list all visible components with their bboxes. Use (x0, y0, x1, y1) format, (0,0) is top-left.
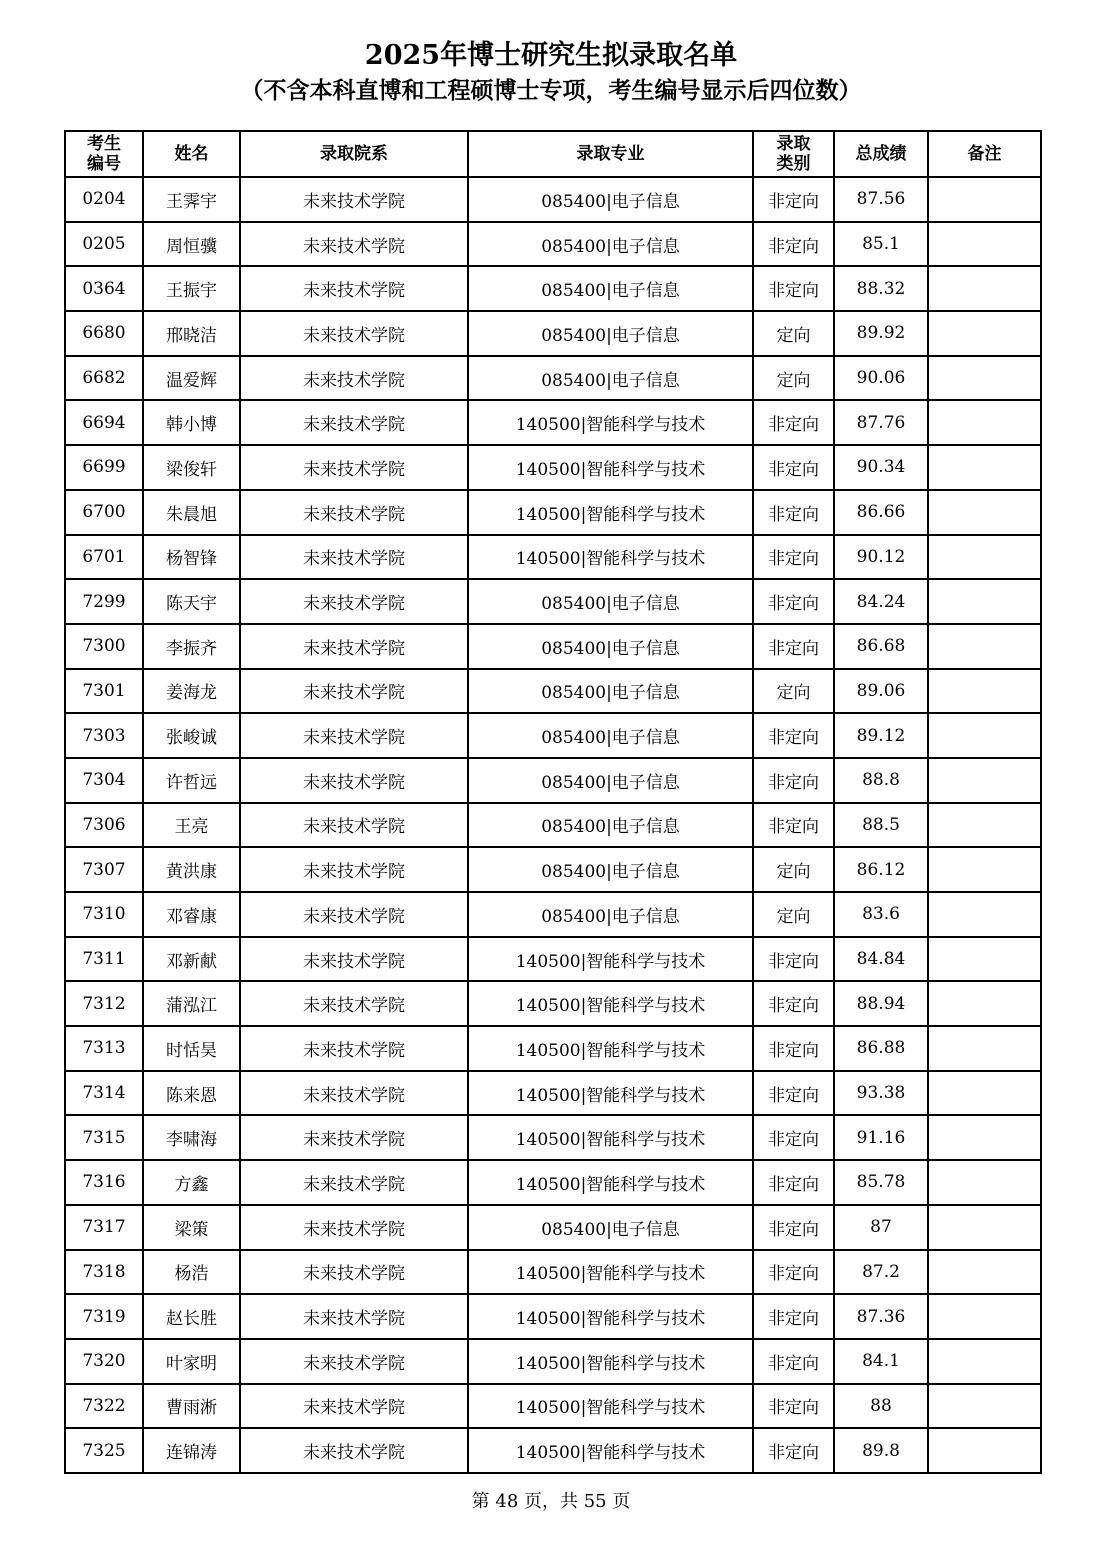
candidate-id-cell: 7315 (65, 1115, 143, 1160)
category-cell: 非定向 (753, 937, 834, 982)
remarks-cell (928, 222, 1041, 267)
category-cell: 非定向 (753, 445, 834, 490)
total-score-cell: 87.36 (834, 1294, 928, 1339)
name-cell: 杨浩 (143, 1250, 240, 1295)
name-cell: 陈天宇 (143, 579, 240, 624)
candidate-id-cell: 7316 (65, 1160, 143, 1205)
department-cell: 未来技术学院 (240, 669, 468, 714)
table-row (65, 1250, 1041, 1295)
category-cell: 非定向 (753, 400, 834, 445)
department-cell: 未来技术学院 (240, 356, 468, 401)
table-row (65, 937, 1041, 982)
name-cell: 邢晓洁 (143, 311, 240, 356)
table-row (65, 981, 1041, 1026)
category-cell: 定向 (753, 669, 834, 714)
category-cell: 非定向 (753, 266, 834, 311)
candidate-id-cell: 7313 (65, 1026, 143, 1071)
category-cell: 非定向 (753, 1294, 834, 1339)
category-cell: 定向 (753, 311, 834, 356)
candidate-id-cell: 7311 (65, 937, 143, 982)
major-cell: 140500|智能科学与技术 (468, 1384, 753, 1429)
department-cell: 未来技术学院 (240, 445, 468, 490)
name-cell: 蒲泓江 (143, 981, 240, 1026)
remarks-cell (928, 1205, 1041, 1250)
major-cell: 085400|电子信息 (468, 311, 753, 356)
remarks-cell (928, 758, 1041, 803)
table-row (65, 535, 1041, 580)
table-row (65, 222, 1041, 267)
department-cell: 未来技术学院 (240, 981, 468, 1026)
table-row (65, 1160, 1041, 1205)
table-row (65, 356, 1041, 401)
name-cell: 叶家明 (143, 1339, 240, 1384)
category-cell: 非定向 (753, 579, 834, 624)
category-cell: 非定向 (753, 535, 834, 580)
total-score-cell: 89.06 (834, 669, 928, 714)
remarks-cell (928, 1428, 1041, 1473)
table-header-row (65, 131, 1041, 177)
department-cell: 未来技术学院 (240, 847, 468, 892)
total-score-cell: 85.1 (834, 222, 928, 267)
major-cell: 085400|电子信息 (468, 266, 753, 311)
major-cell: 085400|电子信息 (468, 222, 753, 267)
major-cell: 085400|电子信息 (468, 669, 753, 714)
total-score-cell: 87.2 (834, 1250, 928, 1295)
total-score-cell: 86.68 (834, 624, 928, 669)
category-cell: 定向 (753, 892, 834, 937)
department-cell: 未来技术学院 (240, 1071, 468, 1116)
category-cell: 非定向 (753, 1428, 834, 1473)
name-cell: 周恒骥 (143, 222, 240, 267)
header-total-score: 总成绩 (834, 131, 928, 177)
name-cell: 姜海龙 (143, 669, 240, 714)
table-row (65, 847, 1041, 892)
table-row (65, 579, 1041, 624)
department-cell: 未来技术学院 (240, 266, 468, 311)
table-row (65, 1428, 1041, 1473)
candidate-id-cell: 6682 (65, 356, 143, 401)
category-cell: 非定向 (753, 981, 834, 1026)
major-cell: 140500|智能科学与技术 (468, 1115, 753, 1160)
category-cell: 非定向 (753, 758, 834, 803)
category-cell: 非定向 (753, 1026, 834, 1071)
name-cell: 朱晨旭 (143, 490, 240, 535)
department-cell: 未来技术学院 (240, 579, 468, 624)
total-score-cell: 91.16 (834, 1115, 928, 1160)
candidate-id-cell: 0205 (65, 222, 143, 267)
major-cell: 085400|电子信息 (468, 803, 753, 848)
name-cell: 邓新献 (143, 937, 240, 982)
table-row (65, 669, 1041, 714)
department-cell: 未来技术学院 (240, 1428, 468, 1473)
candidate-id-cell: 0364 (65, 266, 143, 311)
table-row (65, 1339, 1041, 1384)
remarks-cell (928, 847, 1041, 892)
department-cell: 未来技术学院 (240, 713, 468, 758)
candidate-id-cell: 7317 (65, 1205, 143, 1250)
header-major: 录取专业 (468, 131, 753, 177)
total-score-cell: 88.8 (834, 758, 928, 803)
table-row (65, 1115, 1041, 1160)
total-score-cell: 87.56 (834, 177, 928, 222)
name-cell: 温爱辉 (143, 356, 240, 401)
remarks-cell (928, 311, 1041, 356)
remarks-cell (928, 1160, 1041, 1205)
remarks-cell (928, 1250, 1041, 1295)
name-cell: 赵长胜 (143, 1294, 240, 1339)
candidate-id-cell: 6700 (65, 490, 143, 535)
total-score-cell: 86.12 (834, 847, 928, 892)
remarks-cell (928, 1339, 1041, 1384)
major-cell: 085400|电子信息 (468, 758, 753, 803)
total-score-cell: 88.94 (834, 981, 928, 1026)
candidate-id-cell: 7318 (65, 1250, 143, 1295)
admission-table (64, 130, 1042, 1474)
major-cell: 085400|电子信息 (468, 356, 753, 401)
remarks-cell (928, 1384, 1041, 1429)
remarks-cell (928, 981, 1041, 1026)
table-row (65, 892, 1041, 937)
page-subtitle: （不含本科直博和工程硕博士专项，考生编号显示后四位数） (240, 77, 862, 104)
table-row (65, 758, 1041, 803)
total-score-cell: 89.8 (834, 1428, 928, 1473)
table-row (65, 177, 1041, 222)
major-cell: 140500|智能科学与技术 (468, 1071, 753, 1116)
category-cell: 非定向 (753, 490, 834, 535)
major-cell: 140500|智能科学与技术 (468, 937, 753, 982)
name-cell: 曹雨淅 (143, 1384, 240, 1429)
name-cell: 连锦涛 (143, 1428, 240, 1473)
remarks-cell (928, 937, 1041, 982)
remarks-cell (928, 535, 1041, 580)
total-score-cell: 84.24 (834, 579, 928, 624)
header-department: 录取院系 (240, 131, 468, 177)
candidate-id-cell: 7299 (65, 579, 143, 624)
candidate-id-cell: 0204 (65, 177, 143, 222)
major-cell: 140500|智能科学与技术 (468, 981, 753, 1026)
department-cell: 未来技术学院 (240, 1160, 468, 1205)
department-cell: 未来技术学院 (240, 222, 468, 267)
total-score-cell: 88.32 (834, 266, 928, 311)
candidate-id-cell: 7306 (65, 803, 143, 848)
major-cell: 085400|电子信息 (468, 1205, 753, 1250)
remarks-cell (928, 803, 1041, 848)
remarks-cell (928, 624, 1041, 669)
category-cell: 非定向 (753, 1339, 834, 1384)
name-cell: 王振宇 (143, 266, 240, 311)
name-cell: 梁策 (143, 1205, 240, 1250)
department-cell: 未来技术学院 (240, 490, 468, 535)
name-cell: 张峻诚 (143, 713, 240, 758)
category-cell: 非定向 (753, 1250, 834, 1295)
remarks-cell (928, 1071, 1041, 1116)
page-title: 2025年博士研究生拟录取名单 (364, 40, 738, 71)
table-row (65, 1294, 1041, 1339)
candidate-id-cell: 7312 (65, 981, 143, 1026)
category-cell: 非定向 (753, 1115, 834, 1160)
department-cell: 未来技术学院 (240, 758, 468, 803)
department-cell: 未来技术学院 (240, 1339, 468, 1384)
candidate-id-cell: 6701 (65, 535, 143, 580)
total-score-cell: 88 (834, 1384, 928, 1429)
header-remarks: 备注 (928, 131, 1041, 177)
department-cell: 未来技术学院 (240, 311, 468, 356)
remarks-cell (928, 1115, 1041, 1160)
total-score-cell: 83.6 (834, 892, 928, 937)
table-row (65, 1026, 1041, 1071)
total-score-cell: 89.12 (834, 713, 928, 758)
major-cell: 085400|电子信息 (468, 177, 753, 222)
table-body (65, 177, 1041, 1473)
total-score-cell: 87.76 (834, 400, 928, 445)
candidate-id-cell: 7300 (65, 624, 143, 669)
name-cell: 杨智锋 (143, 535, 240, 580)
remarks-cell (928, 1294, 1041, 1339)
candidate-id-cell: 7322 (65, 1384, 143, 1429)
table-row (65, 624, 1041, 669)
name-cell: 邓睿康 (143, 892, 240, 937)
candidate-id-cell: 6699 (65, 445, 143, 490)
header-name: 姓名 (143, 131, 240, 177)
table-row (65, 400, 1041, 445)
table-row (65, 311, 1041, 356)
candidate-id-cell: 7304 (65, 758, 143, 803)
total-score-cell: 90.34 (834, 445, 928, 490)
remarks-cell (928, 892, 1041, 937)
category-cell: 非定向 (753, 803, 834, 848)
table-row (65, 445, 1041, 490)
category-cell: 非定向 (753, 624, 834, 669)
remarks-cell (928, 400, 1041, 445)
major-cell: 140500|智能科学与技术 (468, 490, 753, 535)
department-cell: 未来技术学院 (240, 1026, 468, 1071)
major-cell: 085400|电子信息 (468, 624, 753, 669)
major-cell: 140500|智能科学与技术 (468, 1250, 753, 1295)
total-score-cell: 90.06 (834, 356, 928, 401)
total-score-cell: 87 (834, 1205, 928, 1250)
table-row (65, 1384, 1041, 1429)
department-cell: 未来技术学院 (240, 1250, 468, 1295)
candidate-id-cell: 7320 (65, 1339, 143, 1384)
category-cell: 定向 (753, 847, 834, 892)
table-row (65, 803, 1041, 848)
category-cell: 非定向 (753, 713, 834, 758)
major-cell: 140500|智能科学与技术 (468, 535, 753, 580)
table-row (65, 1205, 1041, 1250)
name-cell: 许哲远 (143, 758, 240, 803)
category-cell: 非定向 (753, 177, 834, 222)
candidate-id-cell: 6694 (65, 400, 143, 445)
candidate-id-cell: 7310 (65, 892, 143, 937)
major-cell: 085400|电子信息 (468, 892, 753, 937)
department-cell: 未来技术学院 (240, 624, 468, 669)
department-cell: 未来技术学院 (240, 535, 468, 580)
table-row (65, 713, 1041, 758)
remarks-cell (928, 356, 1041, 401)
name-cell: 方鑫 (143, 1160, 240, 1205)
candidate-id-cell: 7301 (65, 669, 143, 714)
category-cell: 非定向 (753, 1384, 834, 1429)
major-cell: 085400|电子信息 (468, 579, 753, 624)
total-score-cell: 85.78 (834, 1160, 928, 1205)
total-score-cell: 84.1 (834, 1339, 928, 1384)
name-cell: 王亮 (143, 803, 240, 848)
name-cell: 韩小博 (143, 400, 240, 445)
remarks-cell (928, 579, 1041, 624)
remarks-cell (928, 713, 1041, 758)
name-cell: 梁俊轩 (143, 445, 240, 490)
table-row (65, 266, 1041, 311)
major-cell: 085400|电子信息 (468, 713, 753, 758)
candidate-id-cell: 7303 (65, 713, 143, 758)
header-category: 录取 类别 (753, 131, 834, 177)
name-cell: 陈来恩 (143, 1071, 240, 1116)
department-cell: 未来技术学院 (240, 1115, 468, 1160)
major-cell: 140500|智能科学与技术 (468, 1294, 753, 1339)
major-cell: 140500|智能科学与技术 (468, 1026, 753, 1071)
total-score-cell: 86.88 (834, 1026, 928, 1071)
candidate-id-cell: 7314 (65, 1071, 143, 1116)
candidate-id-cell: 7319 (65, 1294, 143, 1339)
table-row (65, 1071, 1041, 1116)
total-score-cell: 93.38 (834, 1071, 928, 1116)
name-cell: 李振齐 (143, 624, 240, 669)
candidate-id-cell: 7325 (65, 1428, 143, 1473)
remarks-cell (928, 669, 1041, 714)
page-footer: 第 48 页，共 55 页 (471, 1491, 631, 1512)
department-cell: 未来技术学院 (240, 937, 468, 982)
total-score-cell: 90.12 (834, 535, 928, 580)
department-cell: 未来技术学院 (240, 400, 468, 445)
category-cell: 非定向 (753, 1160, 834, 1205)
major-cell: 085400|电子信息 (468, 847, 753, 892)
name-cell: 李啸海 (143, 1115, 240, 1160)
department-cell: 未来技术学院 (240, 892, 468, 937)
remarks-cell (928, 1026, 1041, 1071)
total-score-cell: 86.66 (834, 490, 928, 535)
category-cell: 定向 (753, 356, 834, 401)
major-cell: 140500|智能科学与技术 (468, 400, 753, 445)
name-cell: 时恬昊 (143, 1026, 240, 1071)
remarks-cell (928, 445, 1041, 490)
department-cell: 未来技术学院 (240, 1294, 468, 1339)
table-row (65, 490, 1041, 535)
total-score-cell: 89.92 (834, 311, 928, 356)
department-cell: 未来技术学院 (240, 1205, 468, 1250)
candidate-id-cell: 7307 (65, 847, 143, 892)
name-cell: 王霁宇 (143, 177, 240, 222)
total-score-cell: 84.84 (834, 937, 928, 982)
major-cell: 140500|智能科学与技术 (468, 1160, 753, 1205)
header-candidate-id: 考生 编号 (65, 131, 143, 177)
category-cell: 非定向 (753, 222, 834, 267)
candidate-id-cell: 6680 (65, 311, 143, 356)
remarks-cell (928, 490, 1041, 535)
major-cell: 140500|智能科学与技术 (468, 1428, 753, 1473)
major-cell: 140500|智能科学与技术 (468, 1339, 753, 1384)
department-cell: 未来技术学院 (240, 177, 468, 222)
remarks-cell (928, 266, 1041, 311)
total-score-cell: 88.5 (834, 803, 928, 848)
remarks-cell (928, 177, 1041, 222)
department-cell: 未来技术学院 (240, 1384, 468, 1429)
name-cell: 黄洪康 (143, 847, 240, 892)
category-cell: 非定向 (753, 1205, 834, 1250)
department-cell: 未来技术学院 (240, 803, 468, 848)
category-cell: 非定向 (753, 1071, 834, 1116)
major-cell: 140500|智能科学与技术 (468, 445, 753, 490)
